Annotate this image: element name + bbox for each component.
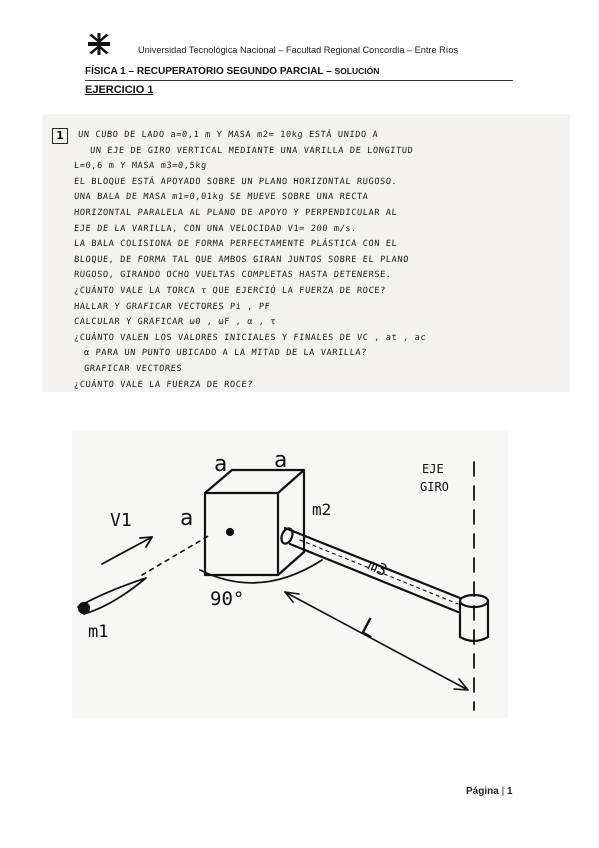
- solution-label: SOLUCIÓN: [334, 66, 380, 76]
- statement-line: α PARA UN PUNTO UBICADO A LA MITAD DE LA VARILLA?: [83, 348, 368, 359]
- institution-header: Universidad Tecnológica Nacional – Facultad Regional Concordia – Entre Ríos: [138, 45, 459, 55]
- velocity-label: V1: [110, 510, 132, 531]
- bullet-tail: [79, 603, 89, 613]
- statement-line: ¿CUÁNTO VALE LA TORCA τ QUE EJERCIÓ LA FUERZA DE ROCE?: [73, 286, 387, 296]
- velocity-arrow: [102, 537, 152, 564]
- rod-end: [279, 527, 294, 546]
- statement-line: EJE DE LA VARILLA, CON UNA VELOCIDAD V1= 200 m/s.: [73, 223, 358, 234]
- right-angle-arc: [200, 560, 322, 583]
- statement-line: ¿CUÁNTO VALE LA FUERZA DE ROCE?: [73, 379, 254, 390]
- statement-line: HORIZONTAL PARALELA AL PLANO DE APOYO Y PERPENDICULAR AL: [73, 208, 398, 218]
- statement-line: LA BALA COLISIONA DE FORMA PERFECTAMENTE PLÁSTICA CON EL: [73, 239, 398, 250]
- length-arrow: [285, 592, 468, 690]
- exercise-title: EJERCICIO 1: [85, 84, 154, 96]
- statement-line: RUGOSO, GIRANDO OCHO VUELTAS COMPLETAS HASTA DETENERSE.: [73, 270, 392, 281]
- page-number: 1: [506, 786, 513, 797]
- statement-line: UNA BALA DE MASA m1=0,01kg SE MUEVE SOBRE UNA RECTA: [73, 192, 369, 203]
- cube-side-face: [278, 470, 304, 575]
- statement-line: HALLAR Y GRAFICAR VECTORES Pi , PF: [73, 301, 271, 312]
- bullet-mass-label: m1: [88, 622, 109, 642]
- cube-center-dot: [227, 529, 233, 535]
- page-label: Página: [466, 786, 499, 797]
- statement-line: CALCULAR Y GRAFICAR ω0 , ωF , α , τ: [73, 317, 277, 328]
- axis-label-line-1: EJE: [422, 462, 444, 476]
- statement-line: L=0,6 m Y MASA m3=0,5kg: [73, 161, 208, 172]
- statement-line: ¿CUÁNTO VALEN LOS VALORES INICIALES Y FINALES DE VC , at , ac: [73, 332, 427, 343]
- cube-side-label-left: a: [180, 506, 194, 531]
- statement-line: EL BLOQUE ESTÁ APOYADO SOBRE UN PLANO HORIZONTAL RUGOSO.: [73, 176, 398, 187]
- statement-line: UN EJE DE GIRO VERTICAL MEDIANTE UNA VARILLA DE LONGITUD: [89, 145, 414, 156]
- length-arrow-head-start: [285, 592, 299, 602]
- cube-side-label-top-2: a: [274, 448, 288, 473]
- statement-line: BLOQUE, DE FORMA TAL QUE AMBOS GIRAN JUNTOS SOBRE EL PLANO: [73, 254, 410, 265]
- problem-number: 1: [52, 128, 68, 144]
- subject-dash: –: [323, 66, 335, 77]
- rod-mass-label: m3: [364, 554, 391, 581]
- subject-text: FÍSICA 1 – RECUPERATORIO SEGUNDO PARCIAL: [85, 66, 324, 77]
- bullet-trajectory: [142, 535, 210, 575]
- length-label: L: [356, 612, 383, 644]
- cube-side-label-top-1: a: [214, 452, 228, 477]
- cube-mass-label: m2: [312, 500, 332, 519]
- page-footer: [466, 786, 513, 797]
- axis-label-line-2: GIRO: [420, 480, 449, 494]
- statement-line: GRAFICAR VECTORES: [83, 364, 183, 374]
- cube-front-face: [205, 493, 278, 575]
- page-separator: |: [498, 786, 507, 797]
- statement-line: UN CUBO DE LADO a=0,1 m Y MASA m2= 10kg ESTÁ UNIDO A: [77, 130, 379, 140]
- angle-label: 90°: [210, 588, 245, 610]
